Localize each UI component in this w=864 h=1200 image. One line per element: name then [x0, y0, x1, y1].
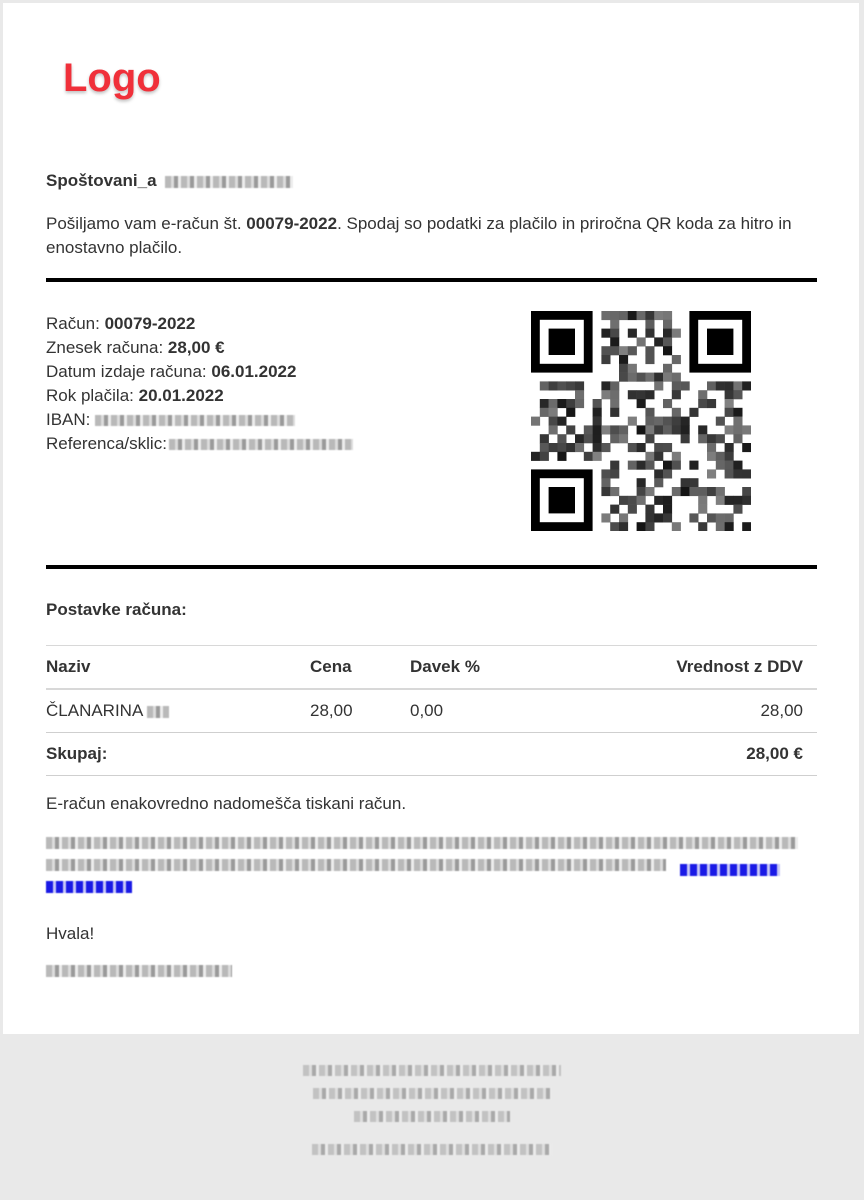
qr-module — [698, 399, 707, 408]
qr-module — [707, 452, 716, 461]
qr-module — [645, 434, 654, 443]
qr-module — [681, 417, 690, 426]
qr-module — [725, 496, 734, 505]
qr-module — [540, 443, 549, 452]
qr-code — [531, 311, 751, 531]
qr-module — [733, 461, 742, 470]
redacted-item-detail — [147, 706, 169, 718]
qr-module — [610, 487, 619, 496]
qr-module — [645, 522, 654, 531]
qr-module — [672, 390, 681, 399]
qr-module — [725, 469, 734, 478]
item-value: 28,00 — [760, 701, 803, 720]
qr-module — [733, 434, 742, 443]
qr-module — [549, 381, 558, 390]
qr-module — [654, 469, 663, 478]
qr-module — [698, 434, 707, 443]
qr-module — [628, 364, 637, 373]
invoice-details — [46, 312, 353, 456]
qr-module — [575, 443, 584, 452]
redacted-link[interactable] — [46, 881, 132, 893]
column-header-price: Cena — [310, 657, 352, 676]
qr-finder-pattern — [707, 329, 733, 355]
qr-module — [645, 513, 654, 522]
qr-module — [628, 373, 637, 382]
iban-row — [46, 408, 353, 432]
qr-module — [663, 346, 672, 355]
qr-module — [584, 425, 593, 434]
qr-module — [672, 408, 681, 417]
qr-module — [716, 496, 725, 505]
qr-module — [733, 425, 742, 434]
qr-module — [689, 487, 698, 496]
issue-date-value: 06.01.2022 — [211, 362, 297, 381]
qr-module — [557, 452, 566, 461]
qr-module — [566, 399, 575, 408]
qr-module — [689, 408, 698, 417]
footnote: E-račun enakovredno nadomešča tiskani račun. — [46, 794, 407, 813]
qr-module — [654, 417, 663, 426]
qr-module — [645, 329, 654, 338]
qr-module — [654, 478, 663, 487]
qr-module — [733, 408, 742, 417]
qr-module — [619, 355, 628, 364]
qr-module — [637, 311, 646, 320]
qr-module — [628, 443, 637, 452]
qr-module — [628, 311, 637, 320]
qr-module — [557, 417, 566, 426]
qr-module — [593, 434, 602, 443]
item-tax: 0,00 — [410, 701, 444, 720]
qr-module — [645, 311, 654, 320]
qr-module — [601, 329, 610, 338]
qr-module — [716, 434, 725, 443]
invoice-number-value: 00079-2022 — [104, 314, 196, 333]
redacted-link[interactable] — [680, 864, 780, 876]
qr-module — [725, 408, 734, 417]
qr-module — [610, 381, 619, 390]
amount-row — [46, 336, 353, 360]
qr-module — [654, 381, 663, 390]
qr-module — [601, 381, 610, 390]
qr-module — [654, 513, 663, 522]
qr-module — [575, 434, 584, 443]
qr-module — [716, 513, 725, 522]
due-date-label: Rok plačila: — [46, 386, 139, 405]
item-price: 28,00 — [310, 701, 353, 720]
qr-module — [663, 443, 672, 452]
qr-module — [610, 346, 619, 355]
qr-module — [637, 461, 646, 470]
divider-middle — [46, 565, 817, 569]
qr-module — [628, 417, 637, 426]
qr-module — [742, 522, 751, 531]
total-label: Skupaj: — [46, 744, 108, 763]
qr-module — [681, 434, 690, 443]
qr-module — [593, 417, 602, 426]
qr-module — [707, 434, 716, 443]
qr-module — [637, 337, 646, 346]
qr-module — [681, 478, 690, 487]
qr-module — [593, 408, 602, 417]
qr-module — [663, 513, 672, 522]
redacted-paragraph — [46, 837, 798, 903]
qr-module — [637, 390, 646, 399]
reference-row — [46, 432, 353, 456]
qr-module — [593, 425, 602, 434]
qr-module — [628, 461, 637, 470]
qr-module — [645, 346, 654, 355]
qr-module — [619, 346, 628, 355]
qr-module — [601, 443, 610, 452]
qr-module — [689, 478, 698, 487]
intro-text — [46, 212, 816, 260]
qr-module — [557, 381, 566, 390]
qr-module — [540, 381, 549, 390]
qr-module — [733, 505, 742, 514]
qr-module — [637, 399, 646, 408]
qr-module — [601, 425, 610, 434]
qr-module — [707, 513, 716, 522]
qr-module — [725, 522, 734, 531]
qr-module — [672, 373, 681, 382]
qr-module — [663, 399, 672, 408]
qr-module — [549, 417, 558, 426]
qr-module — [654, 443, 663, 452]
qr-module — [716, 417, 725, 426]
qr-module — [628, 390, 637, 399]
qr-module — [610, 505, 619, 514]
qr-module — [716, 452, 725, 461]
qr-module — [725, 381, 734, 390]
redacted-iban — [95, 415, 295, 426]
qr-module — [645, 452, 654, 461]
qr-module — [654, 373, 663, 382]
qr-module — [663, 337, 672, 346]
qr-module — [645, 408, 654, 417]
qr-module — [654, 425, 663, 434]
qr-module — [619, 522, 628, 531]
qr-module — [601, 311, 610, 320]
qr-module — [698, 390, 707, 399]
qr-module — [672, 461, 681, 470]
redacted-footer — [0, 1065, 864, 1167]
redacted-reference — [169, 439, 353, 450]
qr-module — [672, 425, 681, 434]
qr-module — [645, 487, 654, 496]
qr-module — [672, 355, 681, 364]
greeting — [46, 171, 293, 191]
qr-module — [654, 311, 663, 320]
qr-module — [681, 425, 690, 434]
qr-module — [593, 399, 602, 408]
invoice-number-label: Račun: — [46, 314, 105, 333]
qr-module — [549, 443, 558, 452]
qr-module — [645, 390, 654, 399]
total-empty-1 — [310, 733, 410, 776]
qr-module — [619, 373, 628, 382]
qr-module — [601, 355, 610, 364]
iban-label: IBAN: — [46, 410, 96, 429]
qr-module — [733, 390, 742, 399]
qr-module — [601, 469, 610, 478]
qr-module — [725, 461, 734, 470]
qr-module — [593, 443, 602, 452]
qr-module — [601, 346, 610, 355]
qr-module — [663, 329, 672, 338]
qr-module — [725, 443, 734, 452]
qr-module — [672, 452, 681, 461]
qr-module — [645, 461, 654, 470]
qr-module — [601, 487, 610, 496]
qr-module — [619, 425, 628, 434]
due-date-row — [46, 384, 353, 408]
total-value: 28,00 € — [746, 744, 803, 763]
qr-module — [610, 337, 619, 346]
qr-module — [707, 399, 716, 408]
qr-module — [645, 320, 654, 329]
qr-module — [610, 320, 619, 329]
qr-module — [742, 425, 751, 434]
qr-module — [637, 425, 646, 434]
qr-module — [584, 452, 593, 461]
qr-module — [742, 381, 751, 390]
amount-label: Znesek računa: — [46, 338, 168, 357]
qr-module — [557, 399, 566, 408]
qr-module — [540, 452, 549, 461]
qr-module — [725, 399, 734, 408]
qr-module — [663, 461, 672, 470]
qr-module — [698, 505, 707, 514]
invoice-number-row — [46, 312, 353, 336]
qr-module — [610, 469, 619, 478]
qr-module — [707, 443, 716, 452]
redacted-line — [46, 859, 666, 871]
qr-module — [742, 496, 751, 505]
qr-module — [672, 487, 681, 496]
qr-module — [716, 381, 725, 390]
qr-module — [733, 469, 742, 478]
column-header-value: Vrednost z DDV — [676, 657, 803, 676]
qr-module — [663, 364, 672, 373]
qr-module — [575, 381, 584, 390]
qr-module — [654, 452, 663, 461]
qr-module — [619, 311, 628, 320]
qr-module — [549, 425, 558, 434]
total-empty-2 — [410, 733, 574, 776]
qr-module — [663, 425, 672, 434]
qr-module — [707, 381, 716, 390]
qr-module — [672, 522, 681, 531]
qr-module — [601, 390, 610, 399]
qr-module — [628, 329, 637, 338]
redacted-footer-line — [312, 1144, 552, 1155]
qr-module — [619, 364, 628, 373]
qr-module — [610, 461, 619, 470]
qr-module — [575, 399, 584, 408]
table-row — [46, 689, 817, 733]
qr-module — [610, 425, 619, 434]
qr-module — [619, 496, 628, 505]
qr-module — [698, 496, 707, 505]
due-date-value: 20.01.2022 — [138, 386, 224, 405]
qr-module — [654, 337, 663, 346]
qr-module — [716, 522, 725, 531]
greeting-text: Spoštovani_a — [46, 171, 157, 190]
thanks: Hvala! — [46, 924, 95, 943]
qr-module — [610, 399, 619, 408]
qr-module — [716, 487, 725, 496]
qr-module — [637, 496, 646, 505]
qr-module — [557, 434, 566, 443]
qr-module — [645, 373, 654, 382]
qr-module — [637, 478, 646, 487]
qr-module — [610, 434, 619, 443]
items-title: Postavke računa: — [46, 600, 187, 619]
item-name-text: ČLANARINA — [46, 701, 143, 720]
qr-module — [681, 381, 690, 390]
qr-module — [637, 443, 646, 452]
intro-invoice-number: 00079-2022 — [246, 214, 338, 233]
qr-module — [628, 346, 637, 355]
qr-module — [689, 513, 698, 522]
qr-module — [742, 443, 751, 452]
qr-module — [628, 496, 637, 505]
qr-module — [725, 452, 734, 461]
divider-top — [46, 278, 817, 282]
reference-label: Referenca/sklic: — [46, 434, 167, 453]
qr-module — [725, 425, 734, 434]
logo: Logo — [63, 56, 161, 100]
qr-module — [733, 417, 742, 426]
qr-module — [531, 417, 540, 426]
items-table — [46, 645, 817, 776]
qr-module — [557, 443, 566, 452]
qr-module — [593, 452, 602, 461]
qr-module — [610, 329, 619, 338]
qr-module — [549, 408, 558, 417]
qr-module — [566, 408, 575, 417]
qr-module — [698, 487, 707, 496]
item-name — [46, 689, 310, 733]
qr-module — [645, 505, 654, 514]
qr-module — [672, 329, 681, 338]
qr-module — [725, 390, 734, 399]
redacted-footer-line — [354, 1111, 510, 1122]
qr-module — [707, 487, 716, 496]
qr-module — [628, 505, 637, 514]
qr-module — [733, 496, 742, 505]
qr-module — [681, 487, 690, 496]
qr-finder-pattern — [549, 487, 575, 513]
items-header-row — [46, 646, 817, 690]
qr-module — [654, 496, 663, 505]
qr-module — [742, 469, 751, 478]
column-header-name: Naziv — [46, 657, 91, 676]
qr-module — [619, 434, 628, 443]
amount-value: 28,00 € — [167, 338, 225, 357]
qr-module — [663, 311, 672, 320]
qr-module — [698, 522, 707, 531]
qr-module — [672, 417, 681, 426]
qr-module — [733, 381, 742, 390]
qr-module — [610, 522, 619, 531]
qr-module — [716, 461, 725, 470]
redacted-footer-line — [313, 1088, 551, 1099]
qr-module — [566, 425, 575, 434]
qr-module — [584, 434, 593, 443]
qr-module — [663, 417, 672, 426]
qr-module — [742, 487, 751, 496]
qr-finder-pattern — [549, 329, 575, 355]
qr-module — [531, 452, 540, 461]
qr-module — [663, 373, 672, 382]
qr-module — [575, 390, 584, 399]
qr-module — [540, 434, 549, 443]
qr-module — [698, 425, 707, 434]
redacted-footer-line — [303, 1065, 561, 1076]
qr-module — [610, 390, 619, 399]
redacted-signature — [46, 965, 232, 977]
qr-module — [566, 381, 575, 390]
qr-module — [566, 443, 575, 452]
issue-date-label: Datum izdaje računa: — [46, 362, 212, 381]
qr-module — [672, 381, 681, 390]
issue-date-row — [46, 360, 353, 384]
redacted-recipient-name — [165, 176, 293, 188]
qr-module — [540, 408, 549, 417]
redacted-line — [46, 837, 798, 849]
qr-module — [645, 425, 654, 434]
intro-after: . Spodaj so podatki za plačilo in priročna QR koda za hitro in enostavno plačilo. — [46, 214, 792, 257]
qr-module — [619, 513, 628, 522]
qr-module — [663, 505, 672, 514]
qr-module — [540, 399, 549, 408]
qr-module — [637, 373, 646, 382]
qr-module — [663, 320, 672, 329]
total-row — [46, 733, 817, 776]
qr-module — [725, 513, 734, 522]
qr-module — [645, 355, 654, 364]
qr-module — [601, 478, 610, 487]
qr-module — [637, 487, 646, 496]
qr-module — [663, 496, 672, 505]
qr-module — [689, 461, 698, 470]
qr-module — [610, 408, 619, 417]
qr-module — [637, 522, 646, 531]
intro-before: Pošiljamo vam e-račun št. — [46, 214, 247, 233]
qr-module — [707, 469, 716, 478]
column-header-tax: Davek % — [410, 657, 480, 676]
qr-module — [610, 311, 619, 320]
qr-module — [663, 469, 672, 478]
qr-module — [549, 399, 558, 408]
qr-module — [645, 417, 654, 426]
qr-module — [601, 513, 610, 522]
